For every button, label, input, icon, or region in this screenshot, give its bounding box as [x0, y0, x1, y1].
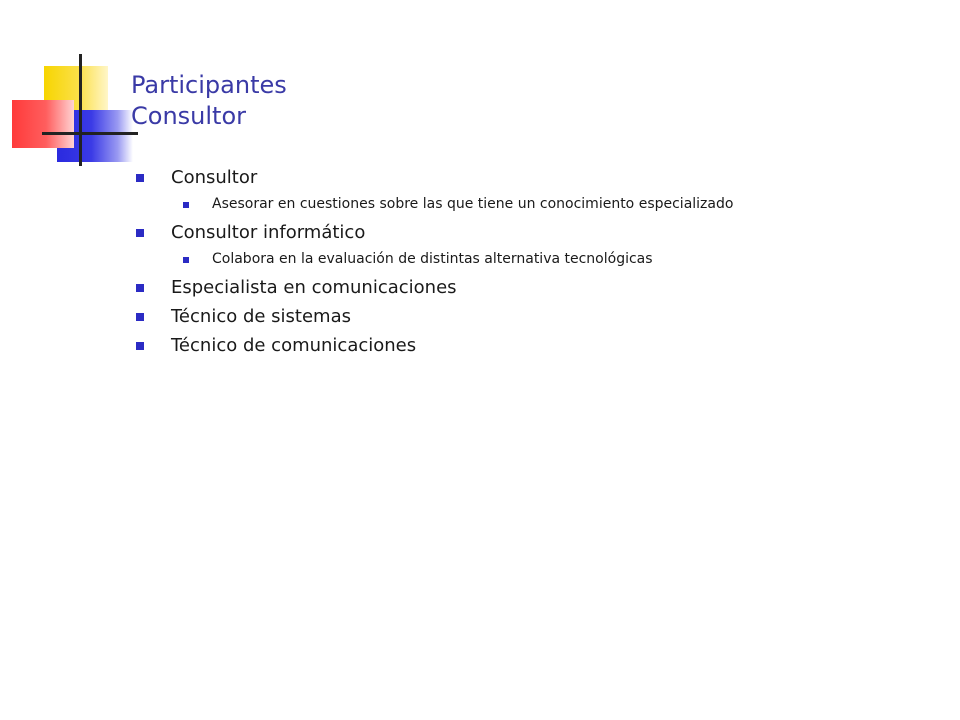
list-item [136, 221, 936, 245]
square-bullet-icon [136, 342, 144, 350]
list-item-text: Técnico de comunicaciones [171, 335, 417, 356]
square-bullet-icon [136, 313, 144, 321]
slide-title [131, 70, 287, 132]
list-item-text: Especialista en comunicaciones [171, 277, 457, 298]
decoration-red-block [12, 100, 74, 148]
list-item-text: Consultor informático [171, 222, 366, 243]
square-bullet-icon [136, 284, 144, 292]
list-subitem [136, 250, 936, 269]
square-bullet-icon [183, 202, 189, 208]
title-line-1: Participantes [131, 71, 287, 99]
title-line-2: Consultor [131, 102, 246, 130]
list-item-text: Técnico de sistemas [171, 306, 351, 327]
list-item [136, 305, 936, 329]
square-bullet-icon [183, 257, 189, 263]
list-subitem-text: Asesorar en cuestiones sobre las que tiene un conocimiento especializado [212, 196, 734, 212]
list-subitem [136, 195, 936, 214]
decoration-horizontal-line [42, 132, 138, 135]
list-item [136, 166, 936, 190]
decoration-vertical-line [79, 54, 82, 166]
bullet-list [136, 166, 936, 363]
square-bullet-icon [136, 174, 144, 182]
list-item-text: Consultor [171, 167, 258, 188]
list-item [136, 276, 936, 300]
list-item [136, 334, 936, 358]
square-bullet-icon [136, 229, 144, 237]
list-subitem-text: Colabora en la evaluación de distintas alternativa tecnológicas [212, 251, 653, 267]
